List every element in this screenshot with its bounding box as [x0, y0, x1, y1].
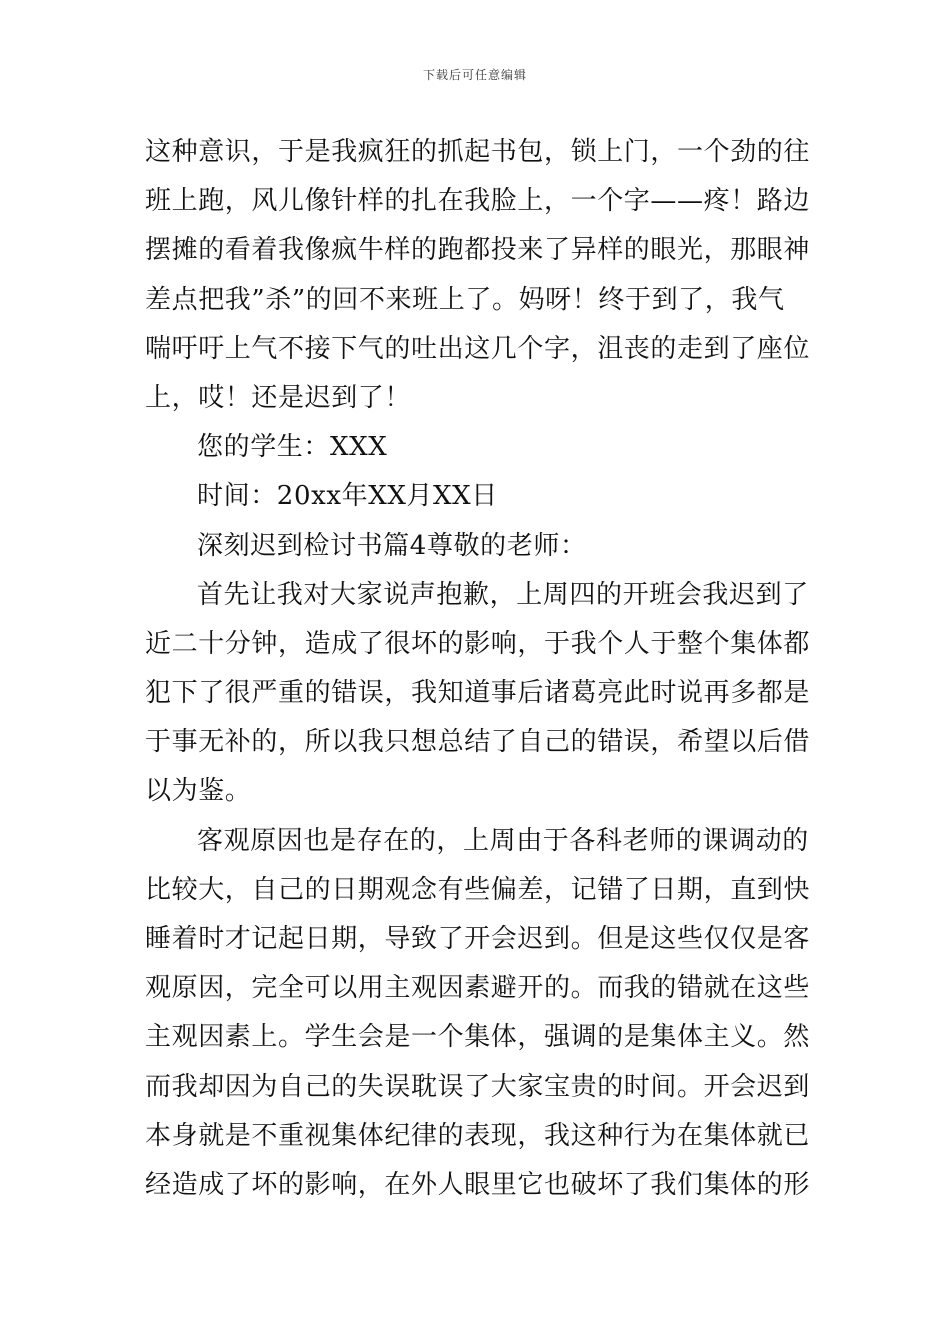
date-line: 时间：20xx年XX月XX日	[197, 481, 498, 512]
text-line: 比较大，自己的日期观念有些偏差，记错了日期，直到快	[145, 874, 811, 905]
text-line: 摆摊的看着我像疯牛样的跑都投来了异样的眼光，那眼神	[145, 235, 811, 266]
text-line: 主观因素上。学生会是一个集体，强调的是集体主义。然	[145, 1022, 811, 1053]
paragraph-start: 客观原因也是存在的，上周由于各科老师的课调动的	[197, 825, 809, 856]
text-line: 睡着时才记起日期，导致了开会迟到。但是这些仅仅是客	[145, 924, 811, 954]
text-line: 以为鉴。	[145, 776, 252, 807]
page-header: 下载后可任意编辑	[422, 68, 527, 82]
text-line: 经造成了坏的影响，在外人眼里它也破坏了我们集体的形	[145, 1169, 811, 1200]
text-line: 而我却因为自己的失误耽误了大家宝贵的时间。开会迟到	[145, 1071, 811, 1102]
text-line: 差点把我”杀”的回不来班上了。妈呀！终于到了，我气	[145, 284, 785, 315]
text-line: 近二十分钟，造成了很坏的影响，于我个人于整个集体都	[145, 628, 811, 659]
paragraph-start: 首先让我对大家说声抱歉，上周四的开班会我迟到了	[197, 579, 809, 610]
text-line: 观原因，完全可以用主观因素避开的。而我的错就在这些	[145, 973, 811, 1004]
text-line: 喘吁吁上气不接下气的吐出这几个字，沮丧的走到了座位	[145, 333, 811, 364]
text-line: 上，哎！还是迟到了！	[145, 382, 412, 413]
section-heading: 深刻迟到检讨书篇4尊敬的老师：	[197, 530, 587, 561]
text-line: 这种意识，于是我疯狂的抓起书包，锁上门，一个劲的往	[145, 137, 811, 167]
text-line: 本身就是不重视集体纪律的表现，我这种行为在集体就已	[145, 1120, 811, 1151]
text-line: 于事无补的，所以我只想总结了自己的错误，希望以后借	[145, 727, 811, 758]
signature-line: 您的学生：XXX	[197, 432, 388, 463]
text-line: 班上跑，风儿像针样的扎在我脸上，一个字——疼！路边	[145, 186, 811, 217]
text-line: 犯下了很严重的错误，我知道事后诸葛亮此时说再多都是	[145, 678, 811, 709]
document-body	[145, 128, 815, 1210]
